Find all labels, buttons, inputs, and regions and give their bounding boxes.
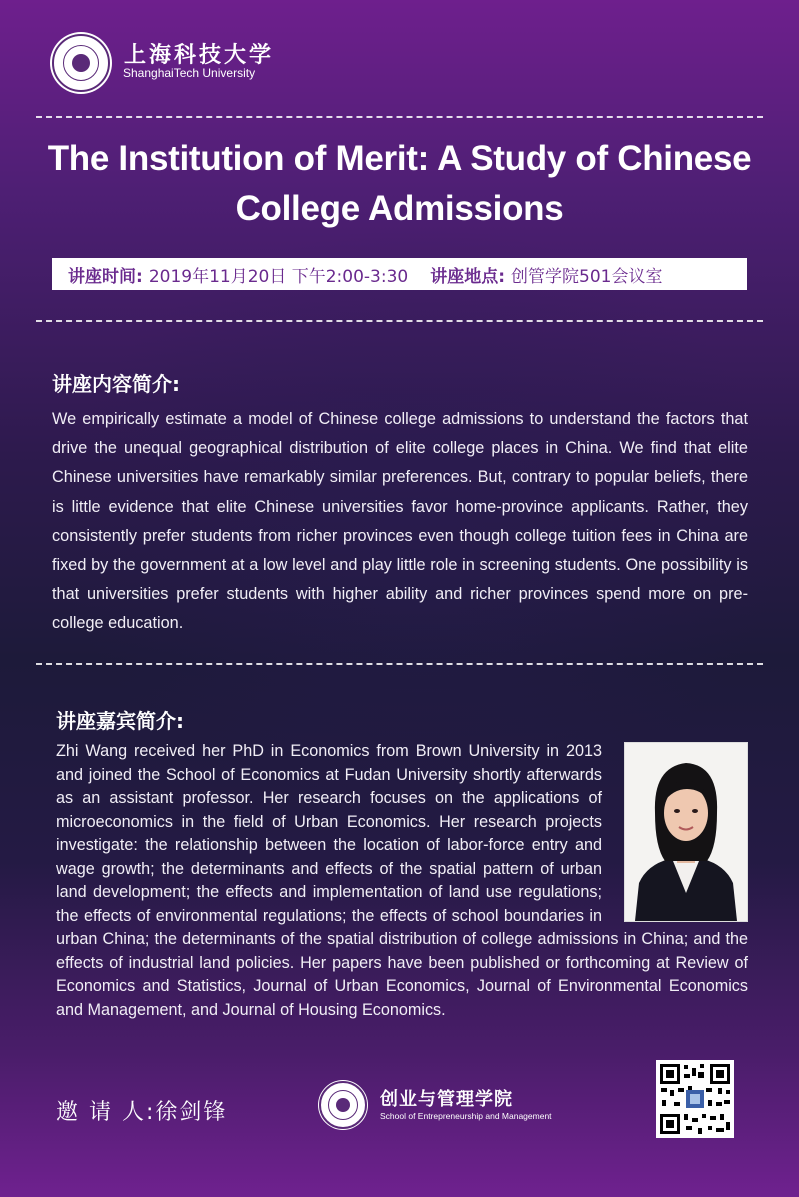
school-seal-logo bbox=[318, 1080, 368, 1130]
lecture-title: The Institution of Merit: A Study of Chinese College Admissions bbox=[47, 139, 752, 228]
abstract-text: We empirically estimate a model of Chinese college admissions to understand the factors that drive the unequal geographical distribution of elite college places in China. We find that elite Chinese universities have remarkably similar preferences. But, contrary to popular beliefs, there is little evidence that elite Chinese universities favor home-province applicants. Rather, they consistently prefer students from richer provinces even though college tuition fees in China are fixed by the government at a low level and play little role in screening students. One possibility is that universities prefer students with higher ability and richer provinces spend more on pre-college education. bbox=[52, 410, 748, 633]
qr-code[interactable] bbox=[656, 1060, 734, 1138]
school-name-en: School of Entrepreneurship and Management bbox=[380, 1111, 552, 1121]
place-value: 创管学院501会议室 bbox=[511, 266, 663, 287]
university-seal-logo bbox=[50, 32, 112, 94]
divider-after-abstract bbox=[36, 663, 763, 665]
speaker-photo bbox=[624, 742, 748, 922]
university-name-en: ShanghaiTech University bbox=[123, 66, 256, 80]
abstract-heading: 讲座内容简介: bbox=[52, 372, 180, 396]
place-label: 讲座地点: bbox=[430, 266, 506, 287]
speaker-heading: 讲座嘉宾简介: bbox=[56, 709, 184, 733]
inviter-text: 邀 请 人:徐剑锋 bbox=[56, 1100, 228, 1125]
speaker-bio-block bbox=[56, 740, 748, 1022]
lecture-info-bar bbox=[52, 258, 747, 290]
time-label: 讲座时间: bbox=[68, 266, 143, 287]
speaker-bio-text: Zhi Wang received her PhD in Economics from Brown University in 2013 and joined the School of Economics at Fudan University shortly afterwards as an assistant professor. Her research focuses on the applications of microeconomics in the field of Urban Economics. Her research projects investigate: the relationship between the location of labor-force entry and wage growth; the determinants and effects of the spatial pattern of urban land development; the effects and implementation of land use regulations; the effects of environmental regulations; the effects of school boundaries in urban China; the determinants of the spatial distribution of college admissions in China; and the effects of industrial land policies. Her papers have been published or forthcoming at Review of Economics and Statistics, Journal of Urban Economics, Journal of Environmental Economics and Management, and Journal of Housing Economics. bbox=[56, 742, 748, 1019]
divider-after-info bbox=[36, 320, 763, 322]
time-value: 2019年11月20日 下午2:00-3:30 bbox=[148, 266, 409, 287]
school-name-cn: 创业与管理学院 bbox=[380, 1089, 513, 1110]
divider-top bbox=[36, 116, 763, 118]
university-name-cn: 上海科技大学 bbox=[124, 43, 275, 68]
